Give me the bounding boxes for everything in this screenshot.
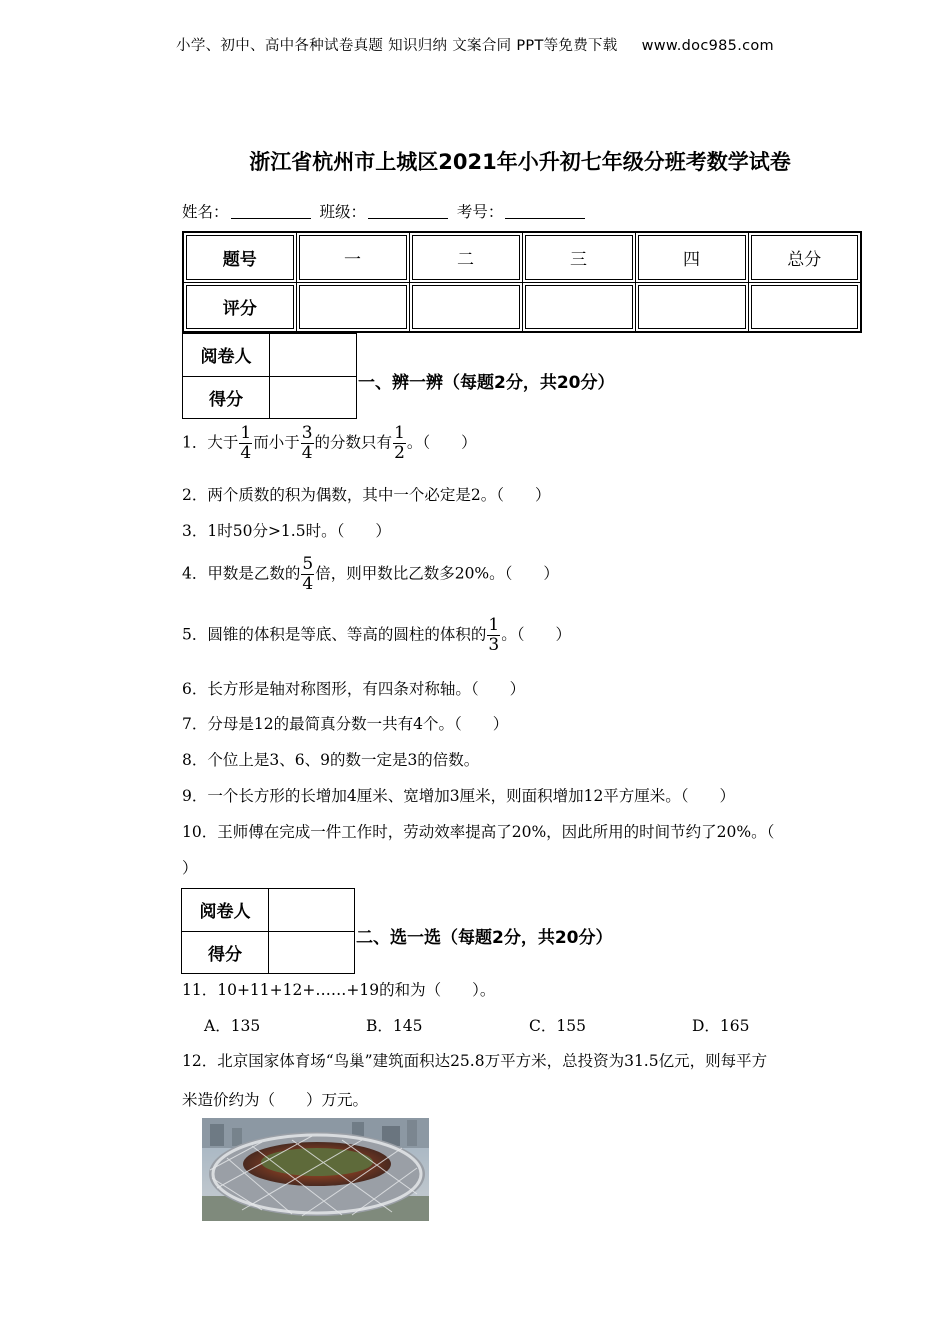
reviewer-label: 阅卷人 <box>182 889 269 932</box>
question-8: 8．个位上是3、6、9的数一定是3的倍数。 <box>182 751 480 769</box>
denominator: 2 <box>394 443 405 463</box>
score-cell: 题号 <box>183 232 296 282</box>
score-label: 得分 <box>183 376 270 419</box>
question-3: 3．1时50分>1.5时。（ ） <box>182 522 391 540</box>
name-label: 姓名： <box>182 203 229 221</box>
denominator: 4 <box>301 443 313 463</box>
fraction <box>239 425 252 462</box>
section-2-heading: 二、选一选（每题2分，共20分） <box>356 928 613 948</box>
header-url[interactable]: www.doc985.com <box>641 38 774 54</box>
q1-text-a: 1．大于 <box>182 433 239 452</box>
score-table <box>182 231 862 333</box>
score-cell: 一 <box>296 232 409 282</box>
student-info <box>182 200 589 222</box>
option-c[interactable]: C．155 <box>529 1017 586 1035</box>
score-table-value-row <box>183 282 861 332</box>
question-11: 11．10+11+12+……+19的和为（ ）。 <box>182 981 496 999</box>
denominator: 3 <box>488 635 500 655</box>
score-cell: 三 <box>522 232 635 282</box>
fraction <box>393 425 406 462</box>
score-cell: 总分 <box>748 232 861 282</box>
birds-nest-stadium-photo <box>202 1118 429 1221</box>
reviewer-field[interactable] <box>270 334 357 377</box>
question-7: 7．分母是12的最简真分数一共有4个。（ ） <box>182 715 509 733</box>
fraction <box>301 425 314 462</box>
exam-no-label: 考号： <box>456 203 504 221</box>
numerator: 5 <box>302 554 314 574</box>
q1-text-c: 的分数只有 <box>314 433 393 452</box>
class-blank[interactable] <box>368 204 448 219</box>
reviewer-label: 阅卷人 <box>183 334 270 377</box>
score-value-cell[interactable] <box>635 282 748 332</box>
reviewer-field[interactable] <box>269 889 355 932</box>
question-5 <box>182 617 571 654</box>
exam-no-blank[interactable] <box>505 204 585 219</box>
score-value-cell[interactable] <box>522 282 635 332</box>
page-header <box>0 34 950 55</box>
denominator: 4 <box>302 574 314 594</box>
grader-box-1 <box>182 333 357 419</box>
numerator: 1 <box>488 615 500 635</box>
section-1-heading: 一、辨一辨（每题2分，共20分） <box>358 373 615 393</box>
fraction <box>301 556 314 593</box>
page-title: 浙江省杭州市上城区2021年小升初七年级分班考数学试卷 <box>249 150 791 174</box>
question-10-line-1: 10．王师傅在完成一件工作时，劳动效率提高了20%，因此所用的时间节约了20%。（ <box>182 823 775 841</box>
q5-text-a: 5．圆锥的体积是等底、等高的圆柱的体积的 <box>182 625 487 644</box>
question-12-line-2: 米造价约为（ ）万元。 <box>182 1091 369 1109</box>
question-4 <box>182 556 559 593</box>
header-text: 小学、初中、高中各种试卷真题 知识归纳 文案合同 PPT等免费下载 <box>176 38 618 54</box>
option-a[interactable]: A．135 <box>204 1017 261 1035</box>
question-10-line-2: ） <box>182 859 198 877</box>
name-blank[interactable] <box>231 204 311 219</box>
fraction <box>487 617 500 654</box>
q4-text-a: 4．甲数是乙数的 <box>182 564 301 583</box>
score-value-cell[interactable] <box>748 282 861 332</box>
score-table-header-row <box>183 232 861 282</box>
q1-text-b: 而小于 <box>253 433 300 452</box>
grader-box-2 <box>181 888 355 974</box>
q4-text-b: 倍，则甲数比乙数多20%。（ ） <box>315 564 559 583</box>
class-label: 班级： <box>319 203 366 221</box>
question-12-line-1: 12．北京国家体育场“鸟巢”建筑面积达25.8万平方米，总投资为31.5亿元，则每平方 <box>182 1052 768 1070</box>
question-1 <box>182 425 477 462</box>
q5-text-b: 。（ ） <box>501 625 571 644</box>
numerator: 1 <box>394 423 405 443</box>
option-b[interactable]: B．145 <box>366 1017 423 1035</box>
score-label: 得分 <box>182 931 269 974</box>
score-cell: 二 <box>409 232 522 282</box>
score-row-label: 评分 <box>183 282 296 332</box>
score-field[interactable] <box>270 376 357 419</box>
numerator: 3 <box>301 423 313 443</box>
score-field[interactable] <box>269 931 355 974</box>
question-6: 6．长方形是轴对称图形，有四条对称轴。（ ） <box>182 680 526 698</box>
numerator: 1 <box>240 423 252 443</box>
denominator: 4 <box>240 443 252 463</box>
q1-text-d: 。（ ） <box>406 433 477 452</box>
score-value-cell[interactable] <box>409 282 522 332</box>
question-9: 9．一个长方形的长增加4厘米、宽增加3厘米，则面积增加12平方厘米。（ ） <box>182 787 736 805</box>
option-d[interactable]: D．165 <box>692 1017 750 1035</box>
score-cell: 四 <box>635 232 748 282</box>
question-2: 2．两个质数的积为偶数，其中一个必定是2。（ ） <box>182 486 551 504</box>
score-value-cell[interactable] <box>296 282 409 332</box>
